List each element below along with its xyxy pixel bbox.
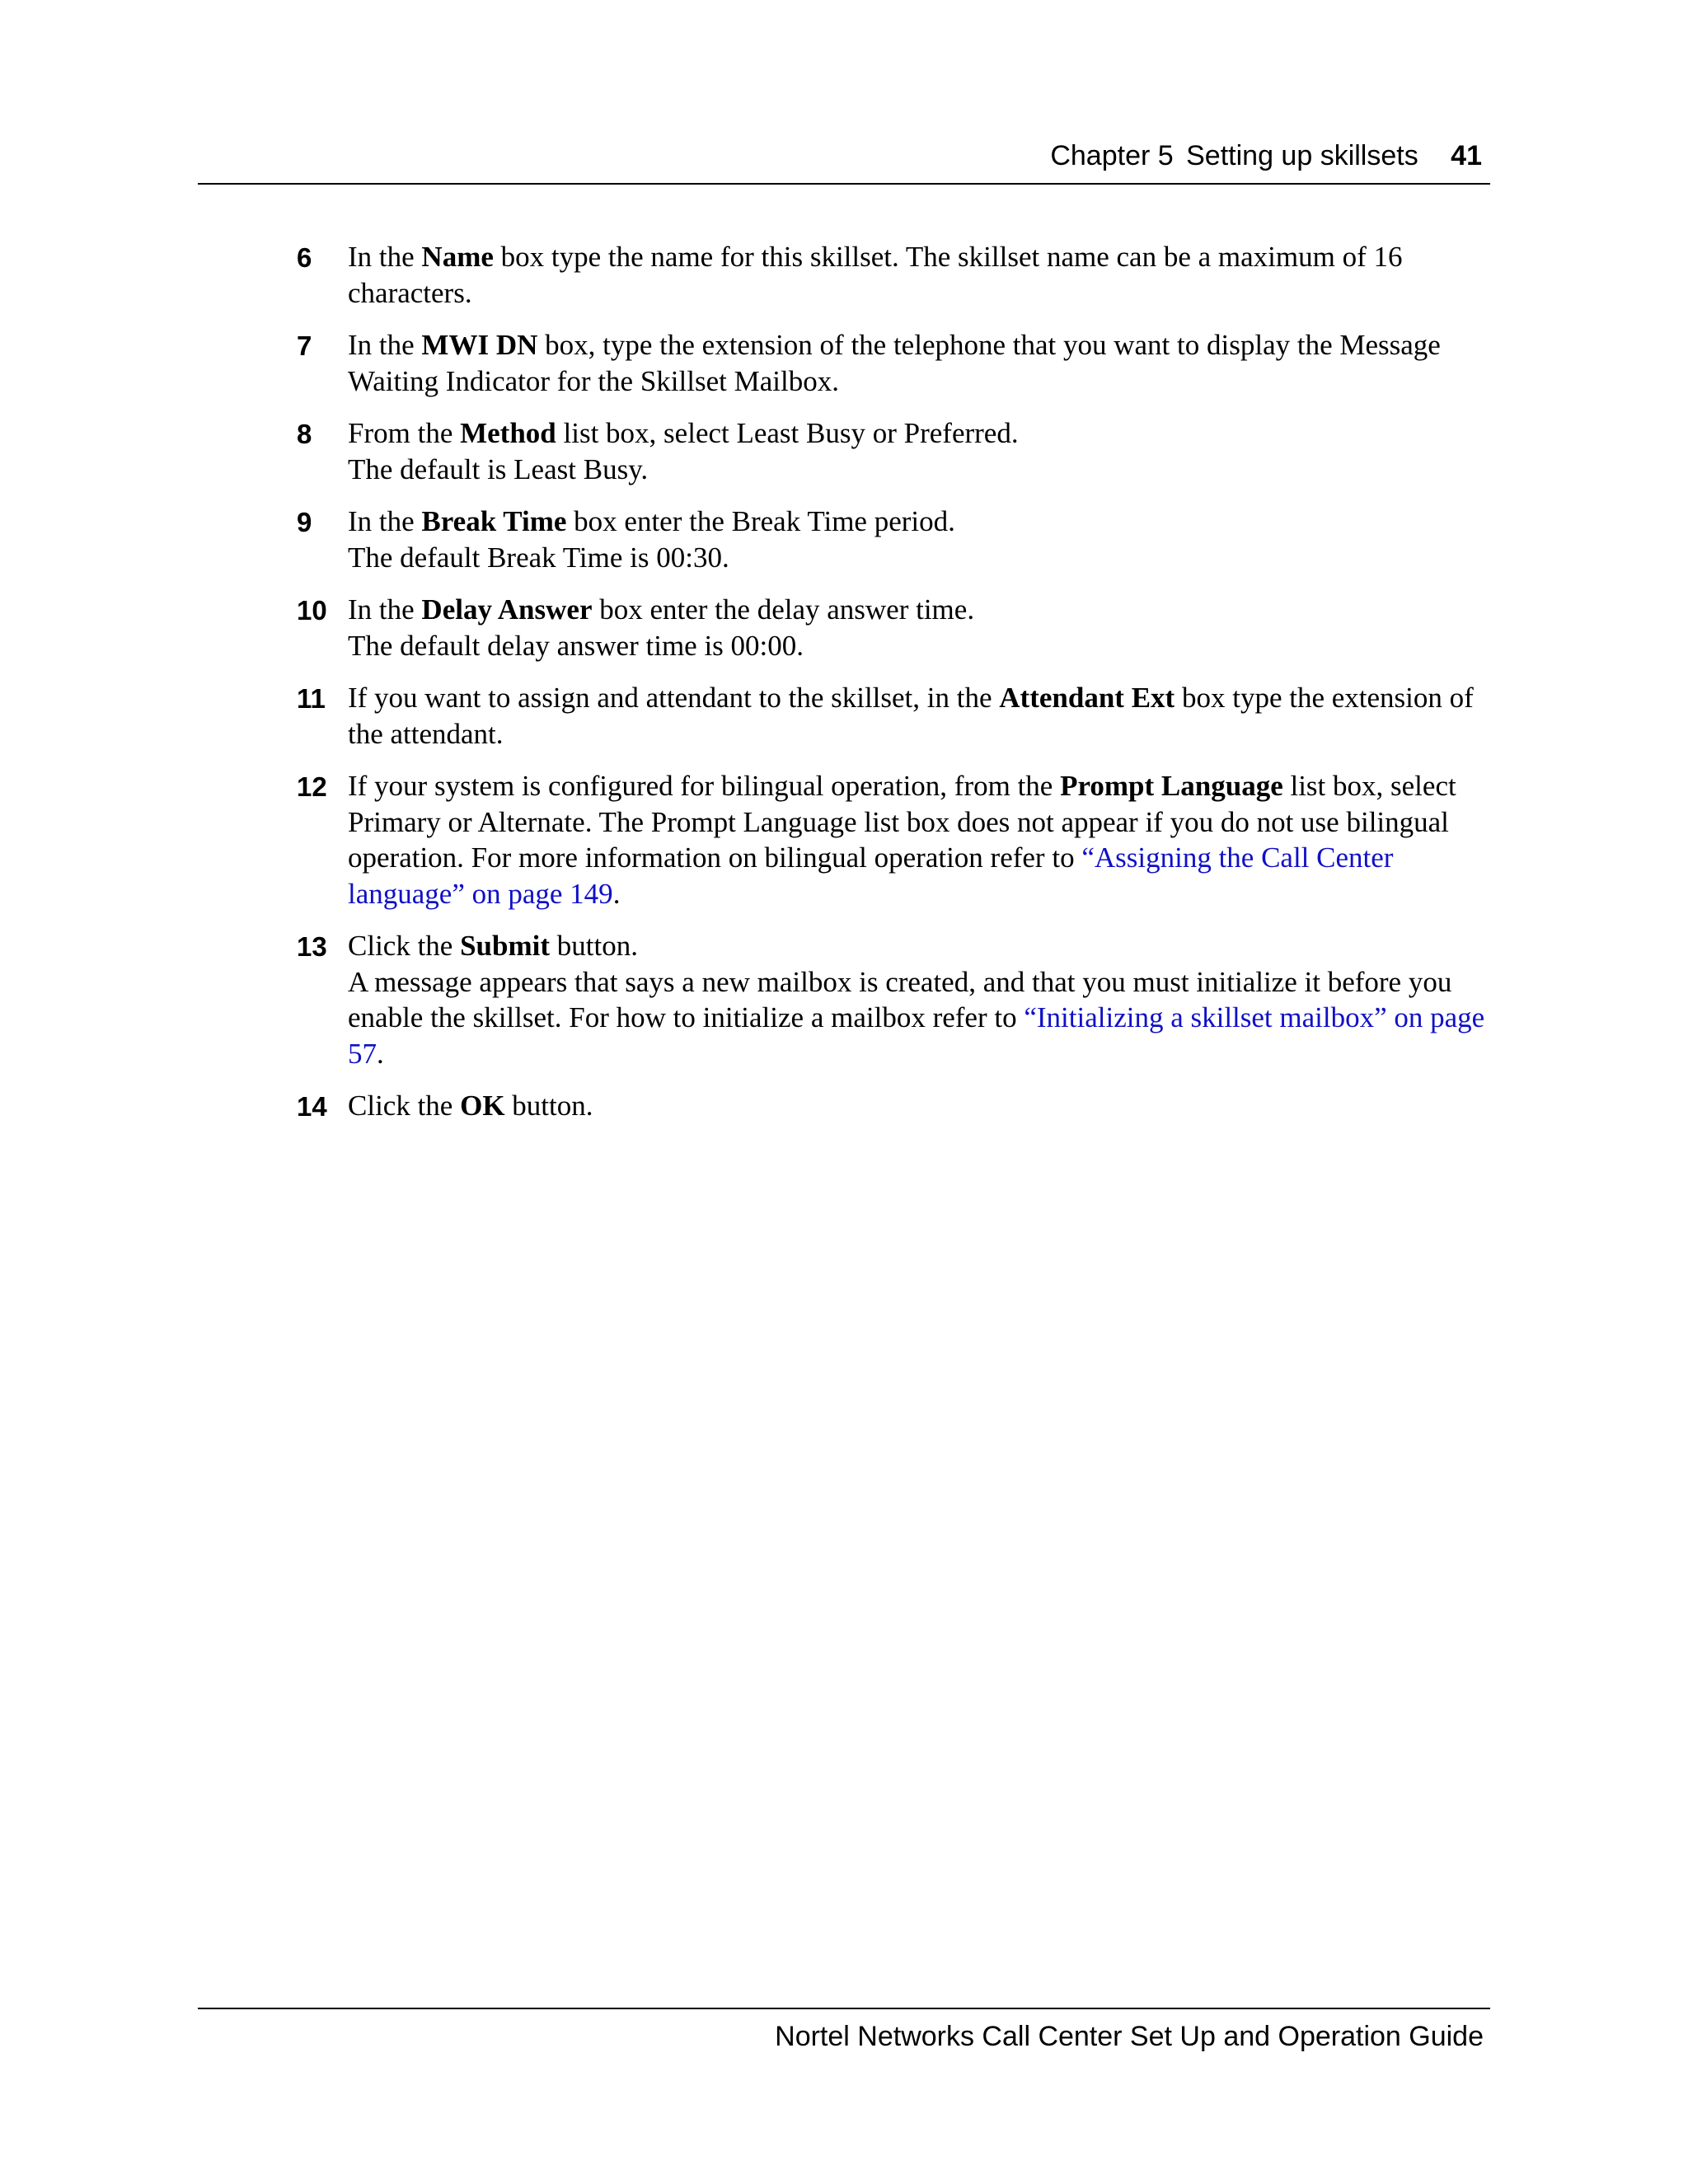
step-9 <box>297 504 1500 575</box>
page-footer <box>198 2008 1490 2052</box>
step-note: The default is Least Busy. <box>348 452 649 485</box>
ui-term-prompt-language: Prompt Language <box>1060 770 1283 802</box>
step-13 <box>297 928 1500 1071</box>
ui-term-attendant-ext: Attendant Ext <box>999 682 1175 714</box>
step-number: 13 <box>297 931 327 962</box>
step-10 <box>297 592 1500 663</box>
ui-term-delay-answer: Delay Answer <box>421 593 593 626</box>
step-number: 11 <box>297 683 326 714</box>
step-number: 7 <box>297 330 312 361</box>
footer-guide-title: Nortel Networks Call Center Set Up and Operation Guide <box>775 2021 1484 2052</box>
cross-reference-link-initializing-mailbox[interactable]: “Initializing a skillset mailbox” on page 57 <box>348 1001 1485 1070</box>
step-12 <box>297 768 1500 912</box>
cross-reference-link-call-center-language[interactable]: “Assigning the Call Center language” on page 149 <box>348 841 1394 910</box>
step-number: 9 <box>297 507 312 537</box>
step-text: In the Name box type the name for this skillset. The skillset name can be a maximum of 16 characters. <box>348 241 1403 309</box>
step-number: 14 <box>297 1091 327 1122</box>
step-note: The default Break Time is 00:30. <box>348 541 729 574</box>
ui-term-ok: OK <box>460 1090 505 1122</box>
step-text: If you want to assign and attendant to the skillset, in the Attendant Ext box type the extension of the attendant. <box>348 682 1474 750</box>
step-text: Click the OK button. <box>348 1090 593 1122</box>
header-title: Setting up skillsets <box>1186 140 1418 171</box>
ui-term-break-time: Break Time <box>421 505 567 537</box>
step-number: 12 <box>297 771 327 802</box>
page-number: 41 <box>1451 140 1482 171</box>
step-text: In the Delay Answer box enter the delay answer time. <box>348 593 975 626</box>
header-text <box>1050 140 1482 172</box>
step-text: From the Method list box, select Least Busy or Preferred. <box>348 417 1019 449</box>
step-note: A message appears that says a new mailbox is created, and that you must initialize it before you enable the skillset. For how to initialize a mailbox refer to “Initializing a skillset mailbox” on page 57. <box>348 965 1485 1070</box>
step-14 <box>297 1088 1500 1124</box>
step-11 <box>297 680 1500 752</box>
step-6 <box>297 239 1500 311</box>
step-text: If your system is configured for bilingual operation, from the Prompt Language list box, select Primary or Alternate. The Prompt Language list box does not appear if you do not use bilingual operation. For more information on bilingual operation refer to “Assigning the Call Center language” on page 149. <box>348 770 1456 910</box>
step-8 <box>297 415 1500 487</box>
ui-term-mwi-dn: MWI DN <box>421 329 538 361</box>
header-chapter: Chapter 5 <box>1050 140 1174 171</box>
step-number: 8 <box>297 419 312 449</box>
ui-term-method: Method <box>460 417 556 449</box>
ui-term-submit: Submit <box>460 930 551 962</box>
step-text: In the MWI DN box, type the extension of the telephone that you want to display the Message Waiting Indicator for the Skillset Mailbox. <box>348 329 1441 397</box>
step-7 <box>297 327 1500 399</box>
step-note: The default delay answer time is 00:00. <box>348 629 804 662</box>
page-header <box>198 138 1490 185</box>
procedure-steps <box>297 239 1500 1141</box>
step-number: 10 <box>297 595 327 626</box>
ui-term-name: Name <box>421 241 494 273</box>
step-text: In the Break Time box enter the Break Time period. <box>348 505 955 537</box>
step-number: 6 <box>297 242 312 273</box>
step-text: Click the Submit button. <box>348 930 638 962</box>
